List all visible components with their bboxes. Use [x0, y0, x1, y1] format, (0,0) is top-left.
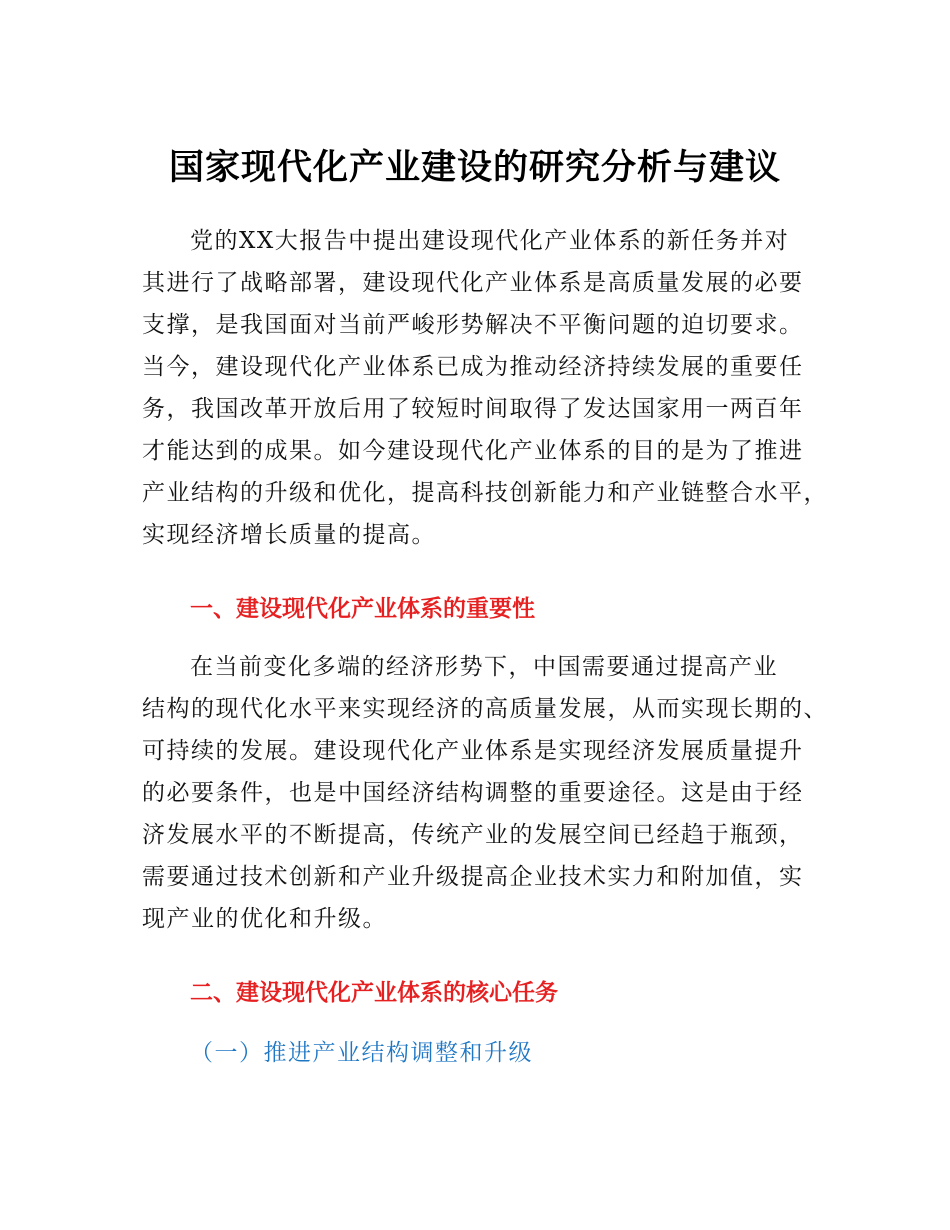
- section-heading: 一、建设现代化产业体系的重要性: [190, 596, 535, 622]
- document-title: 国家现代化产业建设的研究分析与建议: [168, 148, 781, 188]
- paragraph-line: 需要通过技术创新和产业升级提高企业技术实力和附加值，实: [142, 864, 804, 890]
- paragraph-line: 其进行了战略部署，建设现代化产业体系是高质量发展的必要: [142, 270, 804, 296]
- paragraph-line: 现产业的优化和升级。: [142, 906, 387, 932]
- paragraph-line: 结构的现代化水平来实现经济的高质量发展，从而实现长期的、: [142, 696, 828, 722]
- paragraph-line: 产业结构的升级和优化，提高科技创新能力和产业链整合水平，: [142, 480, 828, 506]
- paragraph-line: 济发展水平的不断提高，传统产业的发展空间已经趋于瓶颈，: [142, 822, 804, 848]
- paragraph-line: 实现经济增长质量的提高。: [142, 522, 436, 548]
- paragraph-line: 的必要条件，也是中国经济结构调整的重要途径。这是由于经: [142, 780, 804, 806]
- section-heading: 二、建设现代化产业体系的核心任务: [190, 980, 558, 1006]
- paragraph-line: 支撑，是我国面对当前严峻形势解决不平衡问题的迫切要求。: [142, 312, 804, 338]
- paragraph-line: 可持续的发展。建设现代化产业体系是实现经济发展质量提升: [142, 738, 804, 764]
- subsection-heading: （一）推进产业结构调整和升级: [190, 1040, 533, 1066]
- paragraph-line: 务，我国改革开放后用了较短时间取得了发达国家用一两百年: [142, 396, 804, 422]
- paragraph-line: 才能达到的成果。如今建设现代化产业体系的目的是为了推进: [142, 438, 804, 464]
- paragraph-line: 党的XX大报告中提出建设现代化产业体系的新任务并对: [190, 228, 790, 254]
- paragraph-line: 当今，建设现代化产业体系已成为推动经济持续发展的重要任: [142, 354, 804, 380]
- paragraph-line: 在当前变化多端的经济形势下，中国需要通过提高产业: [190, 654, 778, 680]
